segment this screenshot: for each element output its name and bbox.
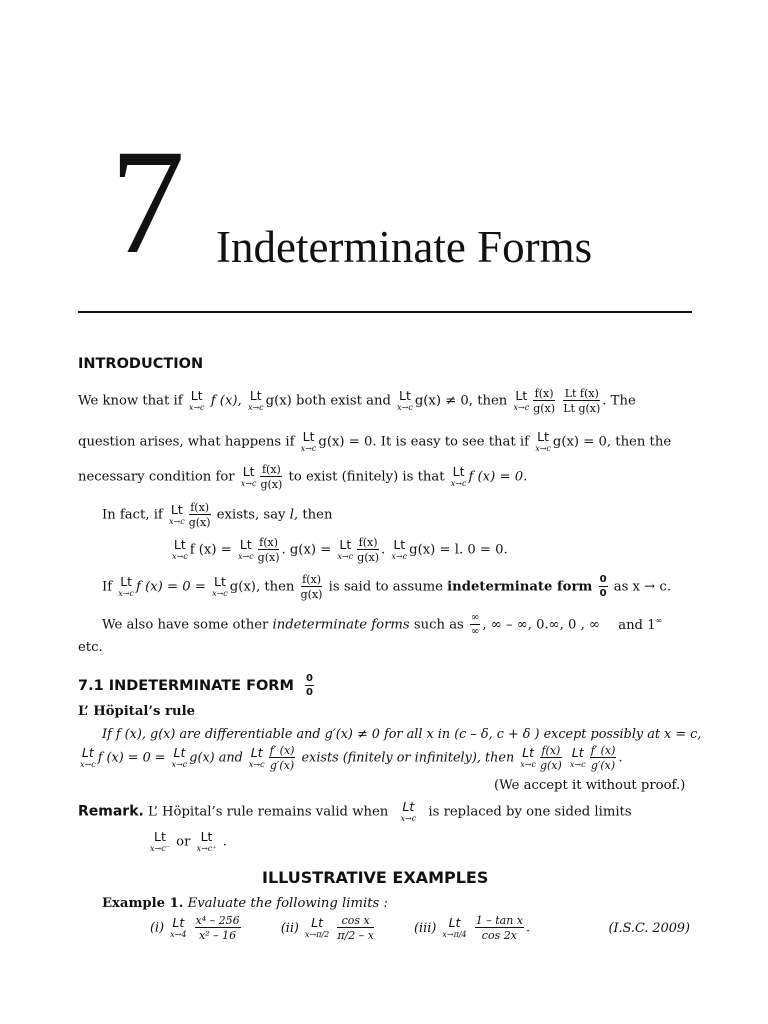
- fraction: $\frac{f' (x)}{g'(x)}$: [590, 744, 616, 772]
- example-1-line: [102, 896, 388, 911]
- text: is replaced by one sided limits: [428, 804, 632, 820]
- limit-op: Lt x→c: [188, 388, 205, 412]
- remark-line-1: [78, 801, 632, 823]
- italic-term: indeterminate forms: [272, 617, 410, 633]
- limit-op: Lt x→c: [391, 537, 408, 561]
- text: such as: [413, 617, 464, 633]
- text: f (x),: [210, 393, 242, 409]
- fraction-of-limits: $\frac{\text{Lt f(x)}}{\text{Lt g(x)}}$: [563, 387, 601, 415]
- text: .: [222, 834, 227, 850]
- section-heading-7-1: [78, 674, 316, 698]
- rule-line-1: If f (x), g(x) are differentiable and g′(x) ≠ 0 for all x in (c – δ, c + δ ) except possibly at x = c,: [102, 727, 702, 742]
- text: f (x) = 0 =: [97, 750, 166, 766]
- fraction: $\frac{\text{cos x}}{\pi/2 - x}$: [337, 914, 374, 942]
- limit-op: Lt x→c: [400, 799, 417, 823]
- text: f (x) = 0.: [468, 469, 528, 485]
- limit-op: Lt x→c: [535, 429, 551, 453]
- text: .: [381, 542, 386, 558]
- remark-label: Remark.: [78, 803, 144, 820]
- text: Evaluate the following limits :: [187, 896, 388, 911]
- source-note: (I.S.C. 2009): [608, 921, 690, 936]
- limit-op: Lt x→c: [520, 745, 536, 769]
- fraction: $\frac{\text{1 – tan x}}{\cos 2x}$: [475, 914, 523, 942]
- limit-op: Lt x→c: [169, 502, 185, 526]
- text: g(x): [265, 393, 292, 409]
- bold-term: indeterminate form: [447, 579, 593, 595]
- zero-over-zero: $\frac{0}{0}$: [599, 574, 607, 599]
- limit-op: Lt x→c: [212, 574, 228, 598]
- examples-heading: ILLUSTRATIVE EXAMPLES: [262, 868, 489, 887]
- intro-line-6: [102, 574, 671, 600]
- text: f (x) =: [189, 542, 232, 558]
- limit-op: Lt x→c: [80, 745, 96, 769]
- part-label: (i): [150, 920, 165, 936]
- limit-op: Lt x→π/4: [442, 915, 467, 939]
- text: or: [176, 834, 191, 850]
- text: and 1: [618, 617, 656, 633]
- intro-line-3: [78, 464, 527, 490]
- text: We know that if: [78, 393, 183, 409]
- text: exists (finitely or infinitely), then: [301, 750, 515, 766]
- text: We also have some other: [102, 617, 269, 633]
- fraction: $\frac{f(x)}{g(x)}$: [533, 387, 556, 415]
- intro-line-7: [102, 613, 662, 637]
- text: g(x) and: [189, 750, 243, 766]
- limit-op: Lt x→c: [237, 537, 254, 561]
- text: In fact, if: [102, 507, 163, 523]
- text: If: [102, 579, 113, 595]
- text: question arises, what happens if: [78, 434, 295, 450]
- limit-op: Lt x→c: [397, 388, 413, 412]
- intro-equation: [170, 537, 508, 563]
- text: . The: [602, 393, 636, 409]
- text: .: [526, 920, 531, 936]
- accept-note: (We accept it without proof.): [494, 778, 686, 793]
- text: l,: [289, 507, 299, 523]
- fraction: $\frac{f(x)}{g(x)}$: [300, 573, 323, 601]
- text: exists, say: [216, 507, 286, 523]
- part-label: (iii): [414, 920, 437, 936]
- intro-etc: etc.: [78, 640, 103, 655]
- fraction: $\frac{f(x)}{g(x)}$: [257, 536, 280, 564]
- limit-op: Lt x→c⁺: [196, 829, 217, 853]
- remark-line-2: [148, 831, 227, 853]
- text: f (x) = 0 =: [136, 579, 206, 595]
- inf-over-inf: $\frac{\infty}{\infty}$: [471, 612, 480, 637]
- limit-op: Lt x→c: [247, 388, 264, 412]
- fraction: $\frac{f(x)}{g(x)}$: [260, 463, 283, 491]
- intro-line-4: [102, 502, 332, 528]
- fraction: $\frac{f(x)}{g(x)}$: [357, 536, 380, 564]
- limit-op: Lt x→c: [171, 745, 188, 769]
- chapter-title: Indeterminate Forms: [216, 222, 593, 272]
- limit-op: Lt x→c: [450, 464, 467, 488]
- text: to exist (finitely) is that: [288, 469, 445, 485]
- zero-over-zero: $\frac{0}{0}$: [305, 673, 313, 698]
- part-label: (ii): [280, 920, 299, 936]
- text: g(x) = 0, then the: [552, 434, 672, 450]
- limit-op: Lt x→c: [300, 429, 317, 453]
- text: g(x), then: [229, 579, 295, 595]
- superscript: ∞: [655, 616, 663, 626]
- fraction: $\frac{\text{x⁴ – 256}}{\text{x² – 16}}$: [195, 914, 240, 942]
- text: g(x) = l. 0 = 0.: [409, 542, 508, 558]
- text: . g(x) =: [281, 542, 332, 558]
- text: g(x) = 0. It is easy to see that if: [318, 434, 529, 450]
- intro-line-1: [78, 388, 692, 414]
- text: both exist and: [296, 393, 391, 409]
- example-label: Example 1.: [102, 896, 184, 911]
- limit-op: Lt x→π/2: [304, 915, 330, 939]
- limit-op: Lt x→c: [337, 537, 354, 561]
- rule-title: L’ Höpital’s rule: [78, 704, 195, 719]
- example-1-parts: [150, 915, 690, 941]
- text: .: [618, 750, 623, 766]
- fraction: $\frac{f(x)}{g(x)}$: [539, 744, 562, 772]
- fraction: $\frac{f' (x)}{g'(x)}$: [269, 744, 295, 772]
- text: L’ Höpital’s rule remains valid when: [148, 804, 389, 820]
- limit-op: Lt x→c: [118, 574, 134, 598]
- limit-op: Lt x→c: [248, 745, 265, 769]
- fraction: $\frac{f(x)}{g(x)}$: [188, 501, 211, 529]
- limit-op: Lt x→c: [240, 464, 257, 488]
- chapter-number: 7: [110, 119, 185, 285]
- limit-op: Lt x→4: [170, 915, 187, 939]
- limit-op: Lt x→c: [513, 388, 530, 412]
- text: then: [302, 507, 333, 523]
- limit-op: Lt x→c: [172, 537, 188, 561]
- limit-op: Lt x→c: [569, 745, 586, 769]
- limit-op: Lt x→c⁻: [150, 829, 170, 853]
- text: is said to assume: [328, 579, 443, 595]
- text: necessary condition for: [78, 469, 235, 485]
- text: , ∞ – ∞, 0.∞, 0 , ∞: [482, 617, 600, 633]
- section-heading-introduction: INTRODUCTION: [78, 356, 204, 372]
- title-divider: [78, 311, 692, 313]
- text: 7.1 INDETERMINATE FORM: [78, 678, 294, 694]
- intro-line-2: [78, 431, 671, 453]
- rule-line-2: [78, 745, 623, 771]
- text: g(x) ≠ 0, then: [414, 393, 508, 409]
- text: as x → c.: [613, 579, 672, 595]
